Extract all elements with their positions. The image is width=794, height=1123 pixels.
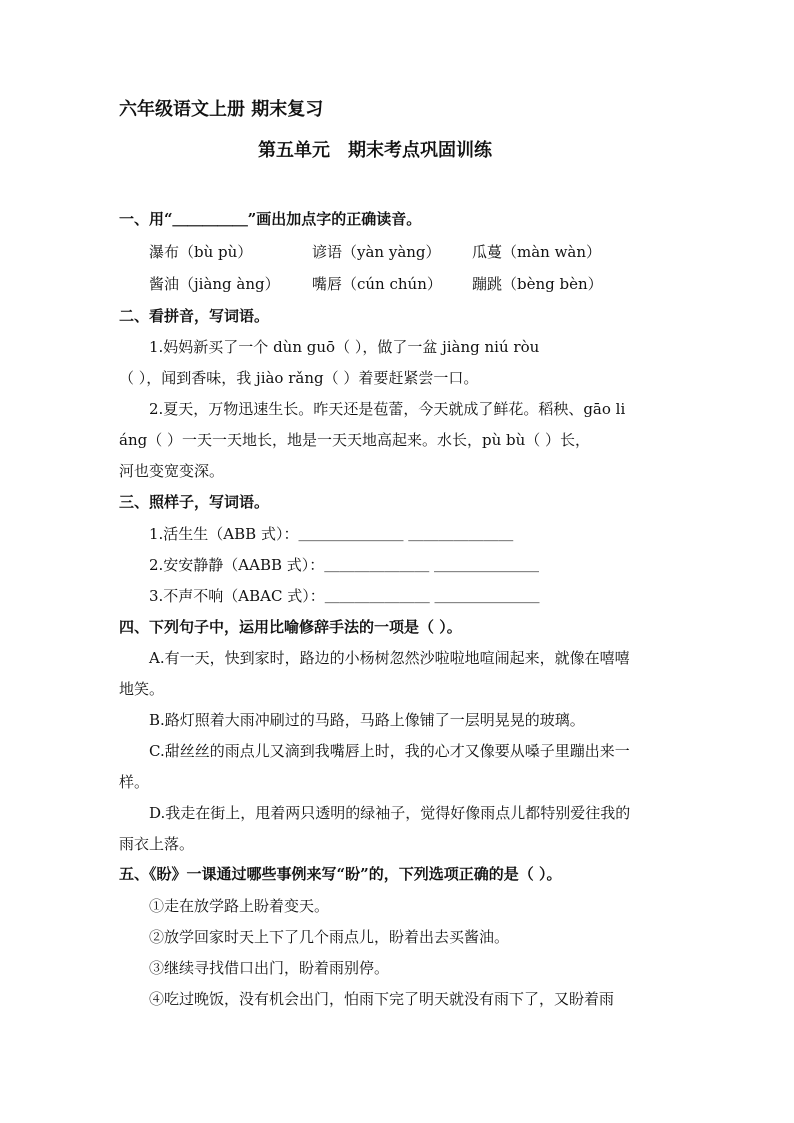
q4-option-c: C.甜丝丝的雨点儿又滴到我嘴唇上时，我的心才又像要从嗓子里蹦出来一 [149, 742, 630, 760]
q1-item: 蹦跳（bèng bèn） [472, 275, 603, 293]
unit-title: 第五单元 期末考点巩固训练 [258, 140, 492, 161]
q4-heading: 四、下列句子中，运用比喻修辞手法的一项是（ ）。 [119, 618, 462, 636]
q1-item: 瀑布（bù pù） [149, 243, 253, 261]
q1-item: 谚语（yàn yàng） [312, 243, 441, 261]
q3-line: 1.活生生（ABB 式）：＿＿＿＿＿＿＿ ＿＿＿＿＿＿＿ [149, 525, 514, 543]
q2-line: （ ），闻到香味，我 jiào rǎng（ ）着要赶紧尝一口。 [119, 369, 479, 387]
q3-heading: 三、照样子，写词语。 [119, 493, 270, 511]
q2-line: 1.妈妈新买了一个 dùn guō（ ），做了一盆 jiàng niú ròu [149, 338, 540, 356]
q5-item: ②放学回家时天上下了几个雨点儿，盼着出去买酱油。 [149, 928, 510, 946]
q1-item: 嘴唇（cún chún） [312, 275, 442, 293]
q5-item: ③继续寻找借口出门，盼着雨别停。 [149, 959, 390, 977]
q2-heading: 二、看拼音，写词语。 [119, 307, 270, 325]
q3-line: 2.安安静静（AABB 式）：＿＿＿＿＿＿＿ ＿＿＿＿＿＿＿ [149, 556, 540, 574]
q5-item: ①走在放学路上盼着变天。 [149, 897, 330, 915]
q4-option-a: A.有一天，快到家时，路边的小杨树忽然沙啦啦地喧闹起来，就像在嘻嘻 [149, 649, 630, 667]
q3-line: 3.不声不响（ABAC 式）：＿＿＿＿＿＿＿ ＿＿＿＿＿＿＿ [149, 587, 540, 605]
q1-item: 瓜蔓（màn wàn） [472, 243, 602, 261]
q4-option-b: B.路灯照着大雨冲刷过的马路，马路上像铺了一层明晃晃的玻璃。 [149, 711, 585, 729]
q4-option-d: D.我走在街上，甩着两只透明的绿袖子，觉得好像雨点儿都特别爱往我的 [149, 804, 631, 822]
q4-option-c-cont: 样。 [119, 773, 150, 791]
q4-option-a-cont: 地笑。 [119, 680, 165, 698]
q2-line: 2.夏天，万物迅速生长。昨天还是苞蕾，今天就成了鲜花。稻秧、gāo li [149, 400, 626, 418]
q2-line: 河也变宽变深。 [119, 462, 225, 480]
q2-line: áng（ ）一天一天地长，地是一天天地高起来。水长，pù bù（ ）长， [119, 431, 591, 449]
q4-option-d-cont: 雨衣上落。 [119, 835, 195, 853]
q5-heading: 五、《盼》一课通过哪些事例来写“盼”的，下列选项正确的是（ ）。 [119, 865, 562, 883]
q1-heading: 一、用“＿＿＿＿＿”画出加点字的正确读音。 [119, 210, 422, 228]
q1-item: 酱油（jiàng àng） [149, 275, 280, 293]
grade-title: 六年级语文上册 期末复习 [119, 99, 324, 120]
q5-item: ④吃过晚饭，没有机会出门，怕雨下完了明天就没有雨下了，又盼着雨 [149, 990, 615, 1008]
